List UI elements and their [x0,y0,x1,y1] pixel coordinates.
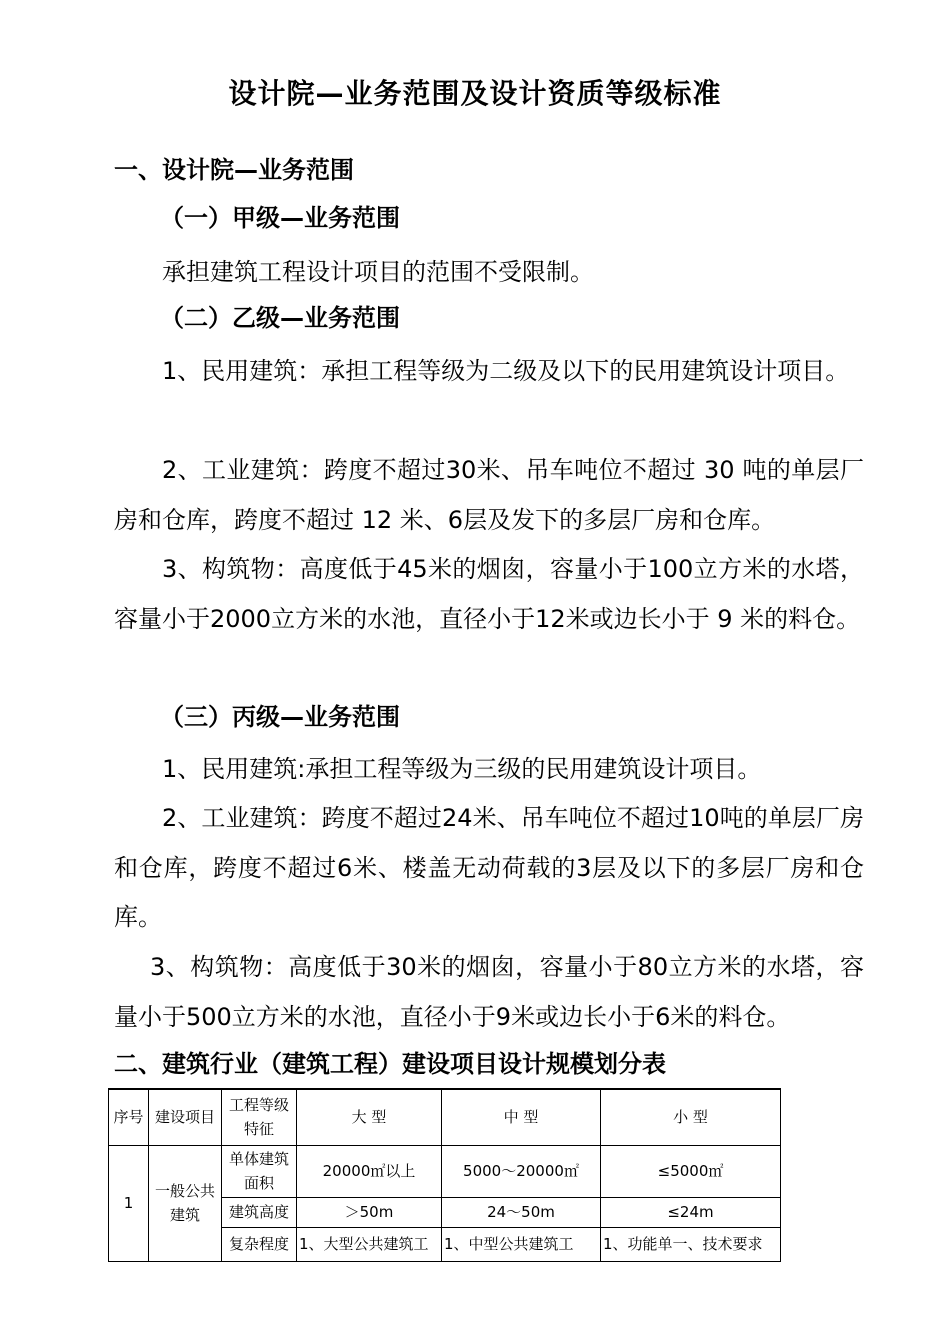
table-row [109,1145,781,1197]
header-large: 大 型 [297,1089,442,1145]
grade-c-heading [160,697,400,737]
row-project: 一般公共建筑 [149,1145,222,1261]
header-no: 序号 [109,1089,149,1145]
row-medium: 5000～20000㎡ [442,1145,601,1197]
grade-a-heading-bold: 业务范围 [304,204,400,232]
header-project: 建设项目 [149,1089,222,1145]
section-2-heading: 二、建筑行业（建筑工程）建设项目设计规模划分表 [114,1050,666,1078]
row-small: ≤5000㎡ [601,1145,781,1197]
table-header-row [109,1089,781,1145]
grade-a-heading-prefix: （一）甲级— [160,204,304,232]
grade-a-text: 承担建筑工程设计项目的范围不受限制。 [162,258,594,286]
section-1-heading: 一、设计院—业务范围 [114,156,354,184]
grade-c-item-3: 3、构筑物：高度低于30米的烟囱，容量小于80立方米的水塔，容量小于500立方米的水池，直径小于9米或边长小于6米的料仓。 [114,953,864,1031]
row-small: ≤24m [601,1197,781,1227]
row-large: 20000㎡以上 [297,1145,442,1197]
row-feature: 复杂程度 [222,1227,297,1261]
row-number: 1 [109,1145,149,1261]
grade-b-heading-prefix: （二）乙级— [160,304,304,332]
row-medium: 1、中型公共建筑工 [442,1227,601,1261]
row-large: ＞50m [297,1197,442,1227]
row-small: 1、功能单一、技术要求 [601,1227,781,1261]
grade-a-heading [160,198,400,238]
grade-b-item-1: 1、民用建筑：承担工程等级为二级及以下的民用建筑设计项目。 [162,357,850,385]
grade-c-heading-bold: 业务范围 [304,703,400,731]
grade-b-item-3: 3、构筑物：高度低于45米的烟囱，容量小于100立方米的水塔，容量小于2000立方米的水池，直径小于12米或边长小于 9 米的料仓。 [114,555,864,633]
row-feature: 建筑高度 [222,1197,297,1227]
design-scale-table [108,1088,781,1262]
header-feature: 工程等级特征 [222,1089,297,1145]
grade-c-heading-prefix: （三）丙级— [160,703,304,731]
row-feature: 单体建筑面积 [222,1145,297,1197]
row-medium: 24～50m [442,1197,601,1227]
header-small: 小 型 [601,1089,781,1145]
grade-b-heading-bold: 业务范围 [304,304,400,332]
grade-c-item-2: 2、工业建筑：跨度不超过24米、吊车吨位不超过10吨的单层厂房和仓库，跨度不超过6米、楼盖无动荷载的3层及以下的多层厂房和仓库。 [114,804,864,931]
grade-b-heading [160,298,400,338]
row-large: 1、大型公共建筑工 [297,1227,442,1261]
grade-c-item-1: 1、民用建筑:承担工程等级为三级的民用建筑设计项目。 [162,755,762,783]
grade-b-item-2: 2、工业建筑：跨度不超过30米、吊车吨位不超过 30 吨的单层厂房和仓库，跨度不超过 12 米、6层及发下的多层厂房和仓库。 [114,456,864,534]
header-medium: 中 型 [442,1089,601,1145]
document-title: 设计院—业务范围及设计资质等级标准 [228,77,722,110]
